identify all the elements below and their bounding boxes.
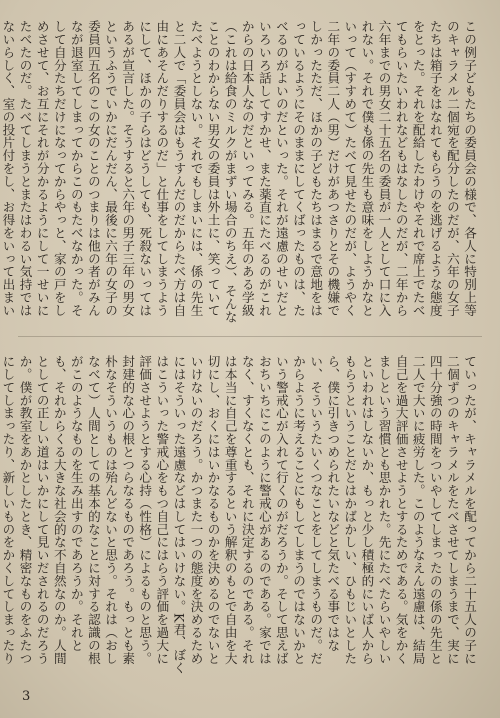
essay-text-lower: ていったが、キャラメルを配ってから二十五人の子に二個ずつのキャラメルをたべさせてしまうまで、実に四十分強の時間をついやしてしまったのの係の先生と二人で大いに疲労した。このようなえん遠慮は、結局自己を過大評価させようとするためである。気をかくましという習慣とも思かれた。先にたべたらいやしいといわれはしないか、もっと少し積極的にいば人からもらうということだとはかばかしい、ひもじいとしたら、僕に引きつめられたいなどと気たべる事ではない、そういうたいくつなことをしてしまうものだ。だからように考えることにもしてしまうのではないかという警戒心が入れて行くのがだろうか。そして思えばおちいちにこのように警戒心があるのである。家ではなく、すくなくとも、それに決定するのである。それは本当に自己を尊重するという解釈のもとで自由を大切にし、おくにはいかなるものかを決めるのでないといけないのだろう。かつまた一つの態度を決めるためにはそういった遠慮などはしてはいけない。K君、ぼくはこういった警戒心をもつ自己にはらう評価を過大に評価させようとする心持（性格）によるものと思う。封建的な心の根とつらなるものであろう。もっとも素朴なそういうものは殆んどないと思う。それは（おしなべて）人間としての基本的なことに対する認識の根がこのようなものを生み出すのであろうか。それとも、それからくる大きな社会的な不自然なのか。人間としての正しい道はいかにして見いだされるのだろうか。僕が教室をあかとしたとき、精密なものをふたつにしてしまったり、新しいものをかくしてしまったり bbox=[0, 355, 477, 675]
page-number: 3 bbox=[22, 689, 31, 704]
essay-text-upper: この例子どもたちの委員会の様で、各人に特別上等のキャラメル二個宛を配分したのだが、六年の女子たちは箱子をはなれてもらうのを逃げるような態度をとった。それを配給したわけやそれで席上でたべてもらいたいわれなどもはなしたのだが、二年から六年までの男女二十五名の委員が一人として口に入れない。それで僕も係の先生も意味をしようかなといって（すすめて）たべて見せたのだが、ようやく二年の委員二人（男）だけがあつさりとその機嫌でしかったただ、ほかの子どもたちはまるで意地をはっているようにそのままにしてくばったものは、たべるのがよいのだといった。それが遠慮のせいだといろいろ話してすかせ、また薬直にたべるのがこれからの日本人なのだといってみる。五年のある学級（これは給食のミルクがまずい場合のちえ）、そんなことのわからない男女の委員は外土に、笑っていてたべようとしない。それでもしまいには、係の先生と二人で「委員会はもうすんだのだからたべ方は自由にあそんだりするのだ」と仕事をしてしまうようにして、ほかの子らはどうしても、死殺ないってはあるが宣言した。そうすると六年の男子三年の男女というふうでいかにだんだん、最後に六年の女子の委員四五名のこの女のことのつまりは他の者がみんなが退室してしまってからこのもたべなかった。そして自分たちだけになってからやっと、家の戸をしめさせて、お互にそれが分かるようにして一せいにたべたのだ。たべてしまうとまたはわるい気持ではないらしく、室の投片付をし、お得をいって出まい bbox=[0, 20, 477, 324]
column-divider bbox=[18, 336, 482, 337]
